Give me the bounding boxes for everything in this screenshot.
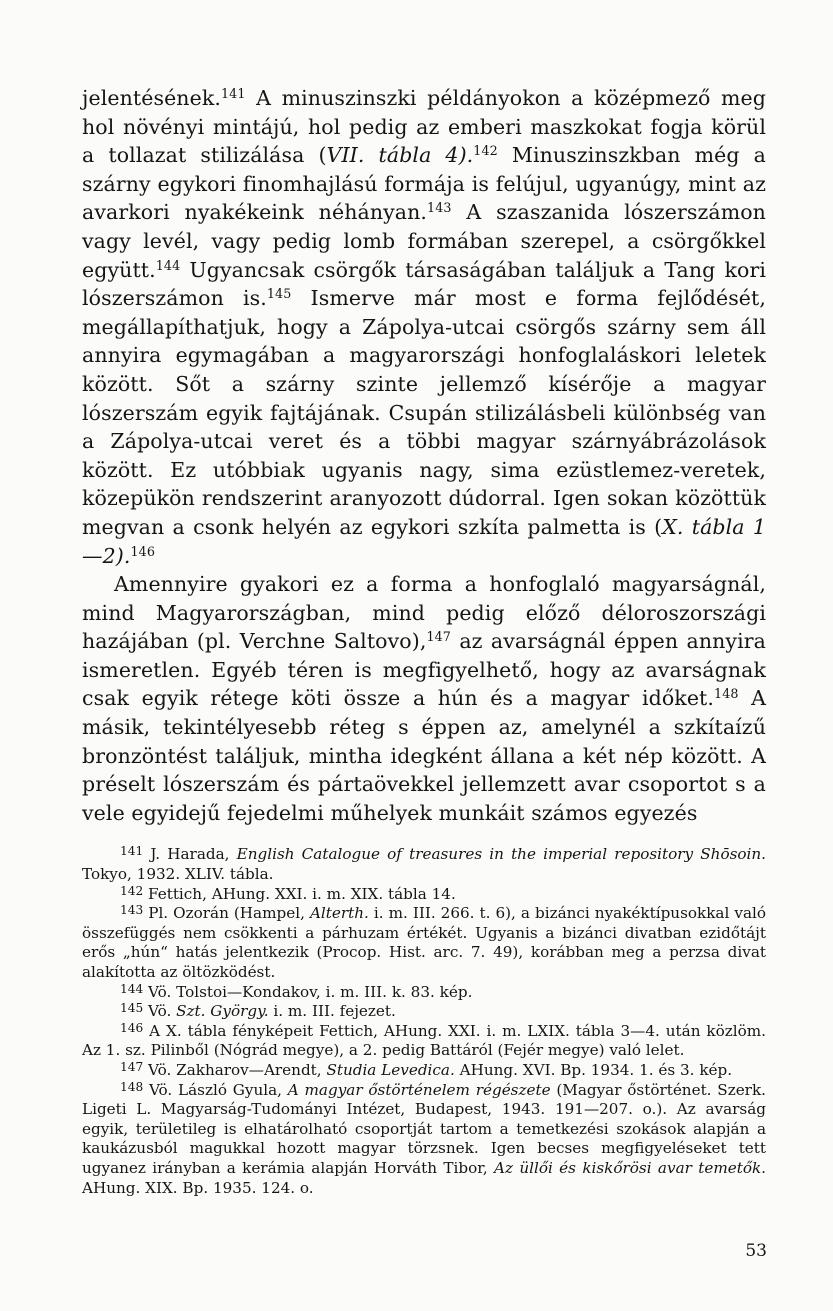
footnote-ref: 142 [473,143,498,159]
text-run: Minuszinszkban még a szárny egykori finomhajlású formája is felújul, ugyanúgy, mint az avarkori nyakékeink néhányan. [82,143,766,225]
text-run: Fettich, AHung. XXI. i. m. XIX. tábla 14. [143,884,456,903]
text-run: i. m. III. fejezet. [268,1002,396,1021]
footnote-ref: 147 [426,629,451,645]
footnote-ref: 141 [220,86,246,102]
footnote-gap [82,827,766,845]
footnote-ref: 143 [120,902,144,917]
italic-run: English Catalogue of treasures in the imperial repository Shōsoin. [236,845,766,864]
text-run: AHung. XIX. Bp. 1935. 124. o. [82,1178,314,1197]
footnote-6 [82,1022,766,1061]
italic-run: Az üllői és kiskőrösi avar temetők. [494,1158,766,1177]
footnote-1 [82,845,766,884]
footnote-ref: 141 [120,844,144,859]
text-run: A X. tábla fényképeit Fettich, AHung. XXI. i. m. LXIX. tábla 3—4. után közlöm. Az 1. sz. Pilinből (Nógrád megye), a 2. pedig Battáról (Fejér megye) való lelet. [82,1021,766,1060]
paragraph-2 [82,570,766,827]
text-run: Vö. Zakharov—Arendt, [143,1060,327,1079]
footnote-ref: 146 [130,543,156,559]
main-text [82,84,766,827]
text-run: Ismerve már most e forma fejlődését, megállapíthatjuk, hogy a Zápolya-utcai csörgős szárny sem áll annyira egymagában a magyarországi honfoglaláskori leletek között. Sőt a szárny szinte jellemző kísérője a magyar lószerszám egyik fajtájának. Csupán stilizálásbeli különbség van a Zápolya-utcai veret és a többi magyar szárnyábrázolások között. Ez utóbbiak ugyanis nagy, sima ezüstlemez-veretek, közepükön rendszerint aranyozott dúdorral. Igen sokan közöttük megvan a csonk helyén az egykori szkíta palmetta is ( [82,286,766,539]
text-run: Vö. Tolstoi—Kondakov, i. m. III. k. 83. kép. [143,982,473,1001]
text-run: az avarságnál éppen annyira ismeretlen. Egyéb téren is megfigyelhető, hogy az avarságnak csak egyik rétege köti össze a hún és a magyar időket. [82,629,766,711]
footnote-ref: 145 [120,1000,144,1015]
text-run: A másik, tekintélyesebb réteg s éppen az, amelynél a szkítaízű bronzöntést találjuk, mintha idegként állana a két nép között. A préselt lószerszám és pártaövekkel jellemzett avar csoportot s a vele egyidejű fejedelmi műhelyek munkáit számos egyezés [82,686,766,825]
footnote-7 [82,1061,766,1081]
footnote-ref: 144 [120,981,144,996]
footnote-5 [82,1002,766,1022]
page [82,84,766,1198]
paragraph-1 [82,84,766,570]
footnote-2 [82,885,766,905]
footnote-ref: 147 [120,1059,144,1074]
italic-run: X. tábla 1—2). [82,514,766,568]
footnote-ref: 144 [155,257,181,273]
text-run: Ugyancsak csörgők társaságában találjuk a Tang kori lószerszámon is. [82,257,766,311]
text-run: A minuszinszki példányokon a középmező meg hol növényi mintájú, hol pedig az emberi maszkokat fogja körül a tollazat stilizálása ( [82,86,766,168]
footnote-4 [82,983,766,1003]
footnote-ref: 142 [120,883,144,898]
italic-run: Alterth. [309,904,369,923]
text-run: jelentésének. [82,86,221,110]
text-run: Amennyire gyakori ez a forma a honfoglaló magyarságnál, mind Magyarországban, mind pedig előző déloroszországi hazájában (pl. Verchne Saltovo), [82,572,766,654]
italic-run: Studia Levedica. [326,1060,455,1079]
text-run: (Magyar őstörténet. Szerk. Ligeti L. Magyarság-Tudományi Intézet, Budapest, 1943. 191—207. o.). Az avarság egyik, területileg is elhatárolható csoportját tartom a temetkezési szokások alapján a kaukázusból magukkal hozott magyar törzsnek. Igen becses megfigyeléseket tett ugyanez irányban a kerámia alapján Horváth Tibor, [82,1080,766,1177]
page-number: 53 [745,1241,767,1261]
footnote-ref: 143 [427,200,452,216]
text-run: A szaszanida lószerszámon vagy levél, vagy pedig lomb formában szerepel, a csörgőkkel együtt. [82,200,766,282]
footnotes [82,845,766,1198]
footnote-3 [82,904,766,982]
italic-run: A magyar őstörténelem régészete [287,1080,551,1099]
text-run: J. Harada, [143,845,237,864]
footnote-ref: 145 [266,286,292,302]
text-run: Pl. Ozorán (Hampel, [143,904,310,923]
footnote-ref: 148 [714,686,739,702]
footnote-8 [82,1081,766,1199]
text-run: Vö. [143,1002,177,1021]
text-run: AHung. XVI. Bp. 1934. 1. és 3. kép. [454,1060,733,1079]
footnote-ref: 146 [120,1020,144,1035]
footnote-ref: 148 [120,1079,144,1094]
text-run: Tokyo, 1932. XLIV. tábla. [82,865,274,884]
text-run: Vö. László Gyula, [143,1080,288,1099]
text-run: i. m. III. 266. t. 6), a bizánci nyakéktípusokkal való összefüggés nem csökkenti a párhuzam értékét. Ugyanis a bizánci divatban ezidőtájt erős „hún“ hatás jelentkezik (Procop. Hist. arc. 7. 49), korábban meg a perzsa divat alakította az öltözködést. [82,904,766,981]
italic-run: VII. tábla 4). [326,143,474,168]
italic-run: Szt. György. [176,1002,269,1021]
